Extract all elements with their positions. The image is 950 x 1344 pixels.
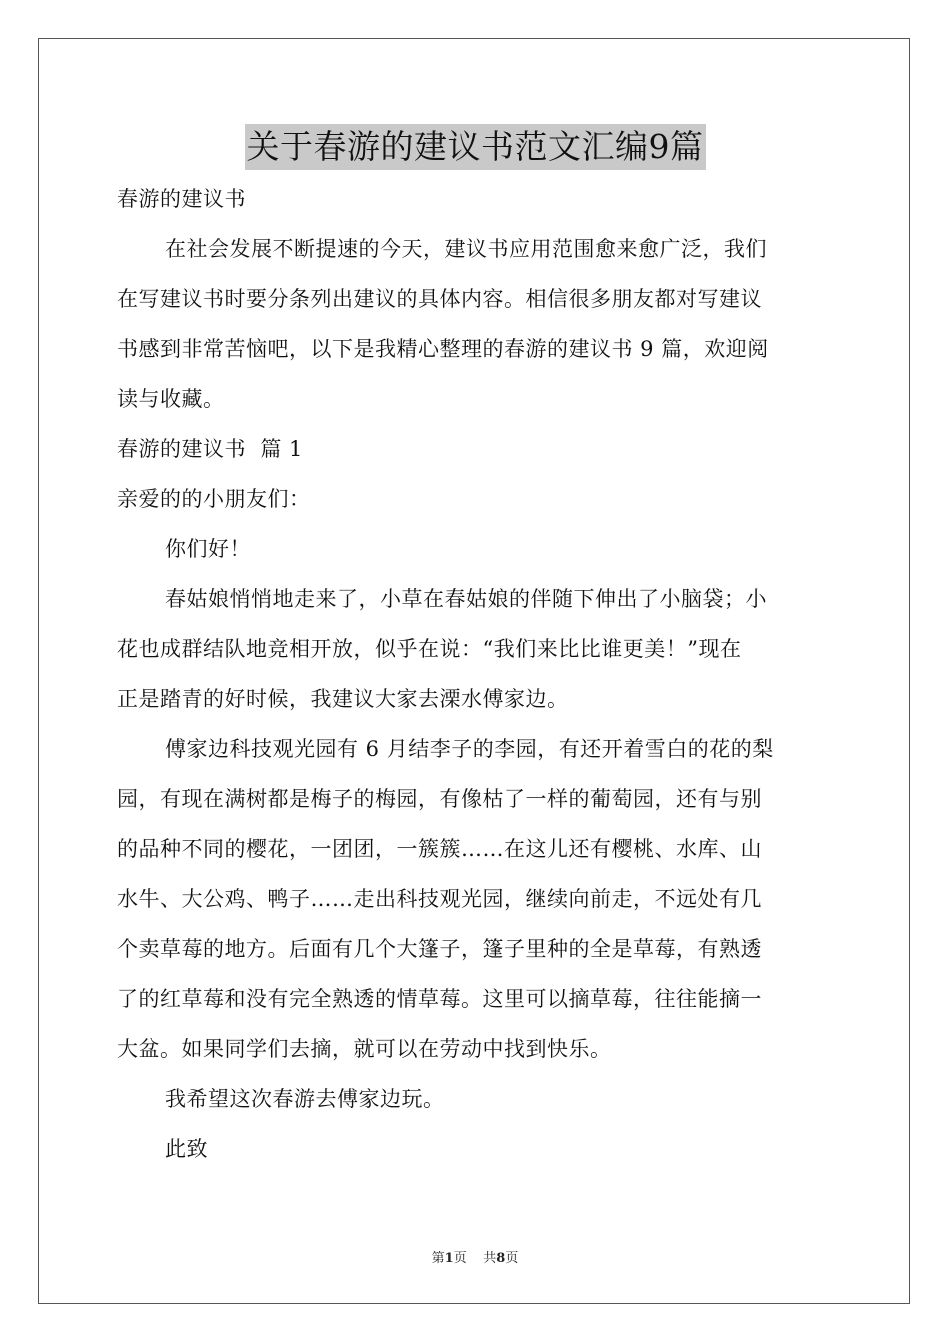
intro-line: 书感到非常苦恼吧，以下是我精心整理的春游的建议书 9 篇，欢迎阅	[117, 337, 769, 361]
paragraph-line: 大盆。如果同学们去摘，就可以在劳动中找到快乐。	[117, 1037, 612, 1061]
paragraph-line: 傅家边科技观光园有 6 月结李子的李园，有还开着雪白的花的梨	[165, 737, 774, 761]
closing: 此致	[165, 1137, 208, 1161]
section-title: 春游的建议书 篇 1	[117, 437, 303, 461]
paragraph-line: 春姑娘悄悄地走来了，小草在春姑娘的伴随下伸出了小脑袋；小	[165, 587, 767, 611]
salutation: 亲爱的的小朋友们：	[117, 487, 311, 511]
total-unit: 页	[505, 1251, 519, 1266]
paragraph-line: 正是踏青的好时候，我建议大家去溧水傅家边。	[117, 687, 569, 711]
document-body	[117, 177, 833, 1177]
page-unit: 页	[453, 1251, 467, 1266]
paragraph-line: 了的红草莓和没有完全熟透的情草莓。这里可以摘草莓，往往能摘一	[117, 987, 762, 1011]
page-prefix: 第	[431, 1251, 445, 1266]
total-prefix: 共	[483, 1251, 497, 1266]
intro-line: 在写建议书时要分条列出建议的具体内容。相信很多朋友都对写建议	[117, 287, 762, 311]
document-title: 关于春游的建议书范文汇编9篇	[245, 124, 706, 170]
page-footer	[0, 1247, 950, 1266]
paragraph-line: 花也成群结队地竞相开放，似乎在说：“我们来比比谁更美！”现在	[117, 637, 742, 661]
paragraph-line: 园，有现在满树都是梅子的梅园，有像枯了一样的葡萄园，还有与别	[117, 787, 762, 811]
greeting: 你们好！	[165, 537, 251, 561]
document-heading: 春游的建议书	[117, 187, 246, 211]
page-current: 1	[444, 1251, 454, 1266]
title-container	[0, 124, 950, 170]
intro-line: 读与收藏。	[117, 387, 225, 411]
page-total: 8	[496, 1251, 506, 1266]
paragraph-line: 水牛、大公鸡、鸭子……走出科技观光园，继续向前走，不远处有几	[117, 887, 762, 911]
paragraph-line: 的品种不同的樱花，一团团，一簇簇……在这儿还有樱桃、水库、山	[117, 837, 762, 861]
intro-line: 在社会发展不断提速的今天，建议书应用范围愈来愈广泛，我们	[165, 237, 767, 261]
paragraph-line: 个卖草莓的地方。后面有几个大篷子，篷子里种的全是草莓，有熟透	[117, 937, 762, 961]
closing-wish: 我希望这次春游去傅家边玩。	[165, 1087, 445, 1111]
